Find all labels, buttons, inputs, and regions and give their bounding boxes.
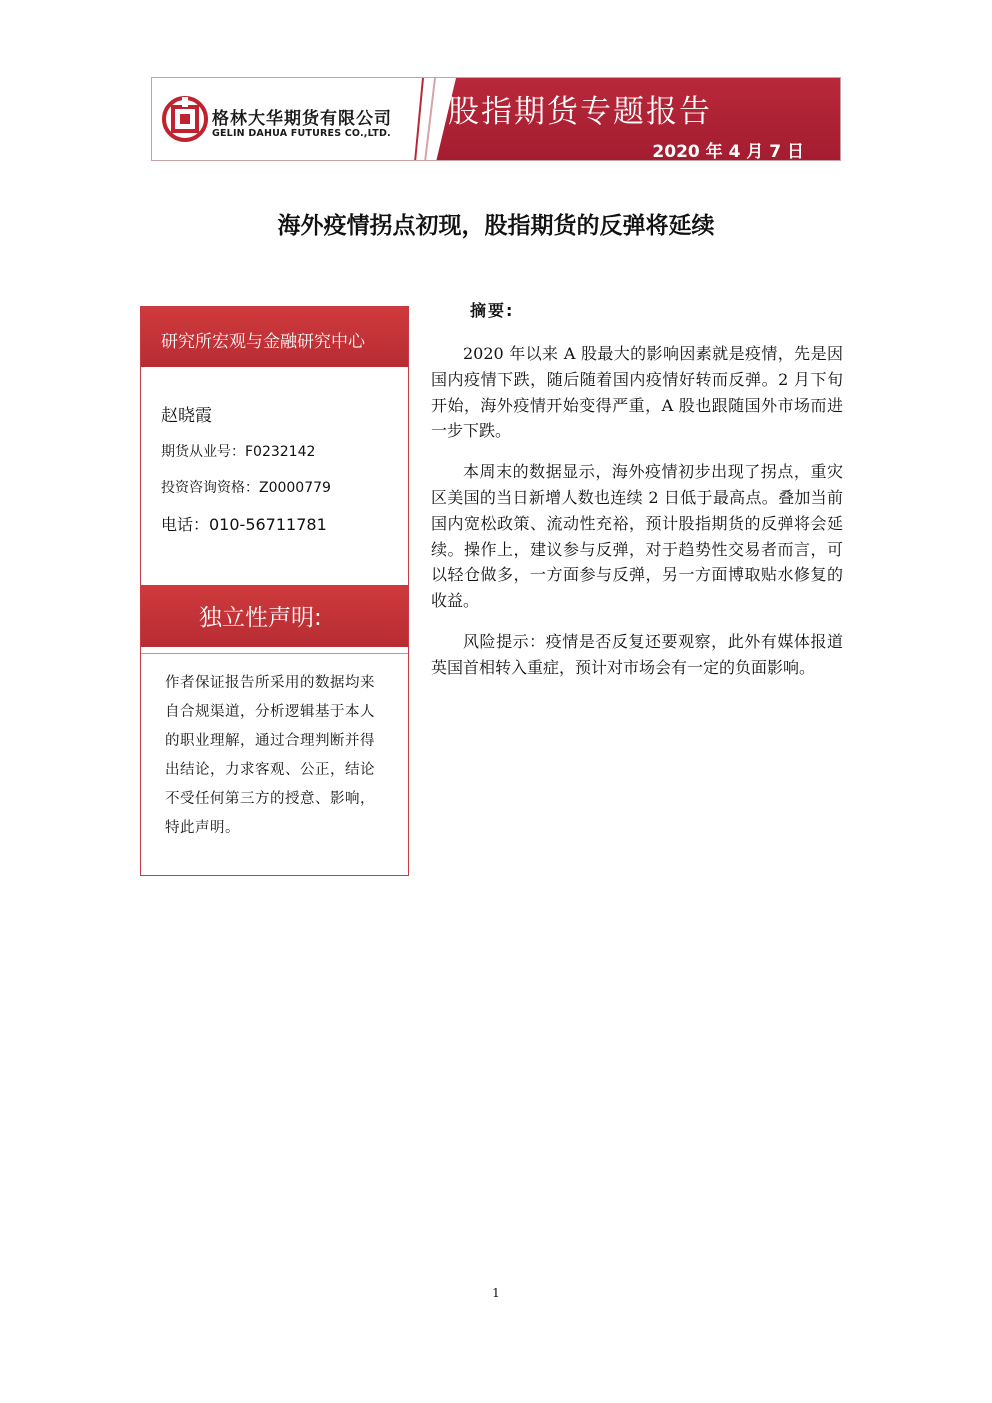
author-phone: 电话：010-56711781	[161, 515, 327, 534]
abstract-paragraph: 2020 年以来 A 股最大的影响因素就是疫情，先是因国内疫情下跌，随后随着国内疫情好转而反弹。2 月下旬开始，海外疫情开始变得严重，A 股也跟随国外市场而进一步下跌。	[431, 344, 843, 441]
company-name-en: GELIN DAHUA FUTURES CO.,LTD.	[212, 128, 391, 139]
author-sidebar	[140, 306, 409, 876]
page-number: 1	[492, 1286, 500, 1300]
statement-header	[141, 585, 408, 647]
department-name: 研究所宏观与金融研究中心	[161, 332, 365, 352]
banner-divider-stripe-light	[424, 78, 436, 161]
company-logo-icon	[162, 96, 208, 142]
consulting-qualification: 投资咨询资格：Z0000779	[161, 480, 331, 496]
report-type-title: 股指期货专题报告	[448, 94, 712, 130]
report-header-banner	[151, 77, 841, 161]
futures-license-number: 期货从业号：F0232142	[161, 444, 316, 460]
abstract-paragraph: 风险提示：疫情是否反复还要观察，此外有媒体报道英国首相转入重症，预计对市场会有一定的负面影响。	[431, 631, 843, 677]
author-name: 赵晓霞	[161, 406, 212, 426]
report-date: 2020 年 4 月 7 日	[652, 142, 804, 161]
statement-title: 独立性声明:	[199, 605, 322, 631]
abstract-paragraph: 本周末的数据显示，海外疫情初步出现了拐点，重灾区美国的当日新增人数也连续 2 日低于最高点。叠加当前国内宽松政策、流动性充裕，预计股指期货的反弹将会延续。操作上，建议参与反弹，对于趋势性交易者而言，可以轻仓做多，一方面参与反弹，另一方面博取贴水修复的收益。	[431, 462, 843, 611]
independence-statement: 作者保证报告所采用的数据均来自合规渠道，分析逻辑基于本人的职业理解，通过合理判断并得出结论，力求客观、公正，结论不受任何第三方的授意、影响，特此声明。	[165, 675, 375, 836]
abstract-label: 摘要:	[470, 301, 515, 320]
department-header	[141, 307, 408, 367]
statement-divider	[141, 653, 408, 654]
document-title: 海外疫情拐点初现，股指期货的反弹将延续	[277, 213, 715, 239]
banner-divider-stripe	[414, 78, 424, 161]
abstract-body	[431, 341, 843, 696]
company-name-cn: 格林大华期货有限公司	[212, 109, 392, 129]
